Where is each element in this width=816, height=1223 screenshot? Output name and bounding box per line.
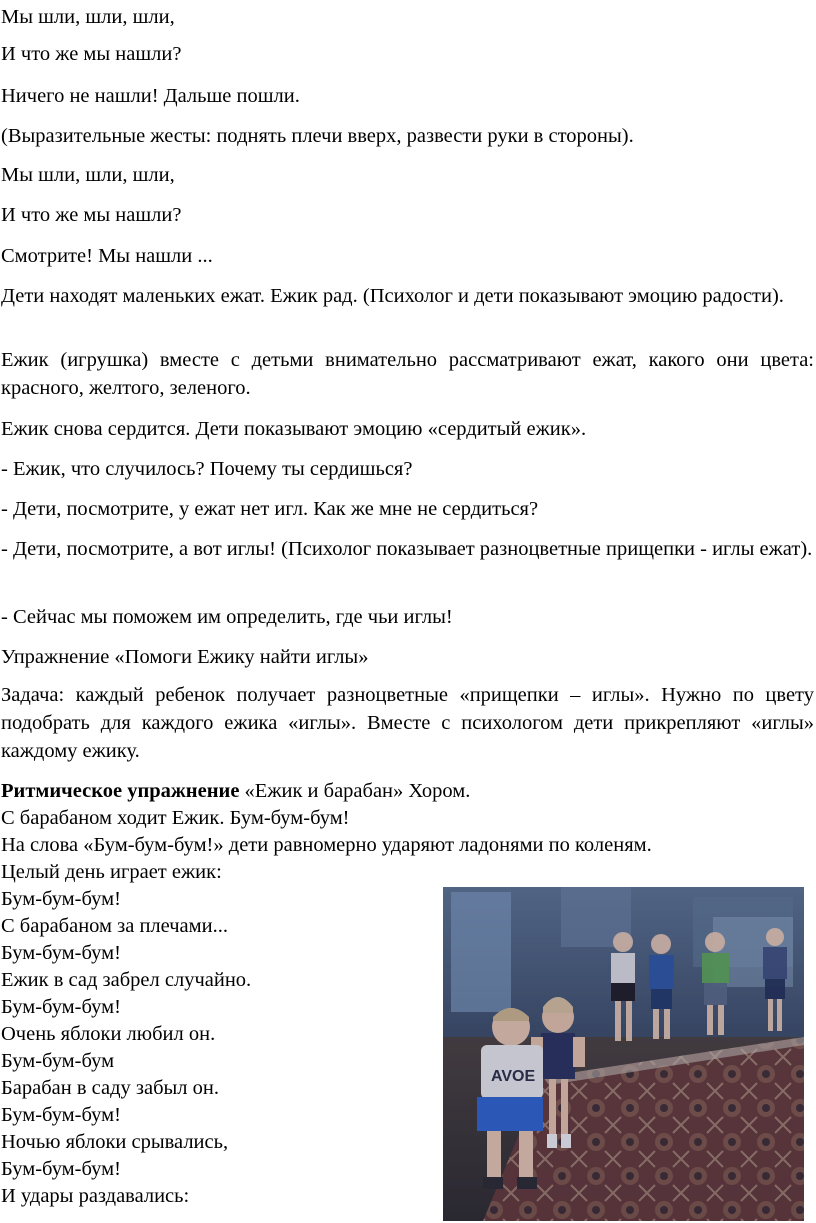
text-paragraph: - Дети, посмотрите, у ежат нет игл. Как же мне не сердиться? bbox=[1, 498, 539, 520]
text-paragraph: Дети находят маленьких ежат. Ежик рад. (Психолог и дети показывают эмоцию радости). bbox=[1, 285, 784, 307]
text-paragraph: Ничего не нашли! Дальше пошли. bbox=[1, 85, 300, 107]
text-paragraph: - Ежик, что случилось? Почему ты сердишься? bbox=[1, 458, 413, 480]
rhythm-line: Очень яблоки любил он. bbox=[1, 1023, 216, 1045]
text-paragraph: Ежик снова сердится. Дети показывают эмоцию «сердитый ежик». bbox=[1, 418, 587, 440]
rhythm-line: Бум-бум-бум! bbox=[1, 888, 121, 910]
rhythm-heading-bold: Ритмическое упражнение bbox=[1, 780, 240, 802]
text-paragraph: - Дети, посмотрите, а вот иглы! (Психолог показывает разноцветные прищепки - иглы ежат). bbox=[1, 538, 813, 560]
text-paragraph: Упражнение «Помоги Ежику найти иглы» bbox=[1, 646, 369, 668]
rhythm-line: Бум-бум-бум bbox=[1, 1050, 115, 1072]
rhythm-line: Барабан в саду забыл он. bbox=[1, 1077, 220, 1099]
text-paragraph: Смотрите! Мы нашли ... bbox=[1, 245, 213, 267]
rhythm-line: На слова «Бум-бум-бум!» дети равномерно ударяют ладонями по коленям. bbox=[1, 834, 652, 856]
text-paragraph: Мы шли, шли, шли, bbox=[1, 164, 175, 186]
rhythm-line: Ежик в сад забрел случайно. bbox=[1, 969, 252, 991]
text-paragraph: - Сейчас мы поможем им определить, где чьи иглы! bbox=[1, 606, 453, 628]
rhythm-line: Бум-бум-бум! bbox=[1, 996, 121, 1018]
children-photo bbox=[443, 887, 804, 1221]
text-paragraph: И что же мы нашли? bbox=[1, 43, 182, 65]
rhythm-line: Целый день играет ежик: bbox=[1, 861, 222, 883]
rhythm-line: Бум-бум-бум! bbox=[1, 1158, 121, 1180]
rhythm-line: И удары раздавались: bbox=[1, 1185, 190, 1207]
rhythm-line: С барабаном за плечами... bbox=[1, 915, 228, 937]
rhythm-line: Ночью яблоки срывались, bbox=[1, 1131, 229, 1153]
rhythm-line: С барабаном ходит Ежик. Бум-бум-бум! bbox=[1, 807, 350, 829]
rhythm-heading-rest: «Ежик и барабан» Хором. bbox=[239, 780, 471, 802]
shirt-print: AVOE bbox=[491, 1068, 536, 1085]
text-paragraph: (Выразительные жесты: поднять плечи вверх, развести руки в стороны). bbox=[1, 125, 634, 147]
rhythm-heading bbox=[1, 778, 470, 804]
rhythm-line: Бум-бум-бум! bbox=[1, 942, 121, 964]
rhythm-line: Бум-бум-бум! bbox=[1, 1104, 121, 1126]
text-paragraph: Задача: каждый ребенок получает разноцветные «прищепки – иглы». Нужно по цвету подобрать для каждого ежика «иглы». Вместе с психологом дети прикрепляют «иглы» каждому ежику. bbox=[1, 684, 814, 762]
text-paragraph: И что же мы нашли? bbox=[1, 204, 182, 226]
text-paragraph: Ежик (игрушка) вместе с детьми внимательно рассматривают ежат, какого они цвета: красного, желтого, зеленого. bbox=[1, 349, 814, 399]
text-paragraph: Мы шли, шли, шли, bbox=[1, 6, 175, 28]
